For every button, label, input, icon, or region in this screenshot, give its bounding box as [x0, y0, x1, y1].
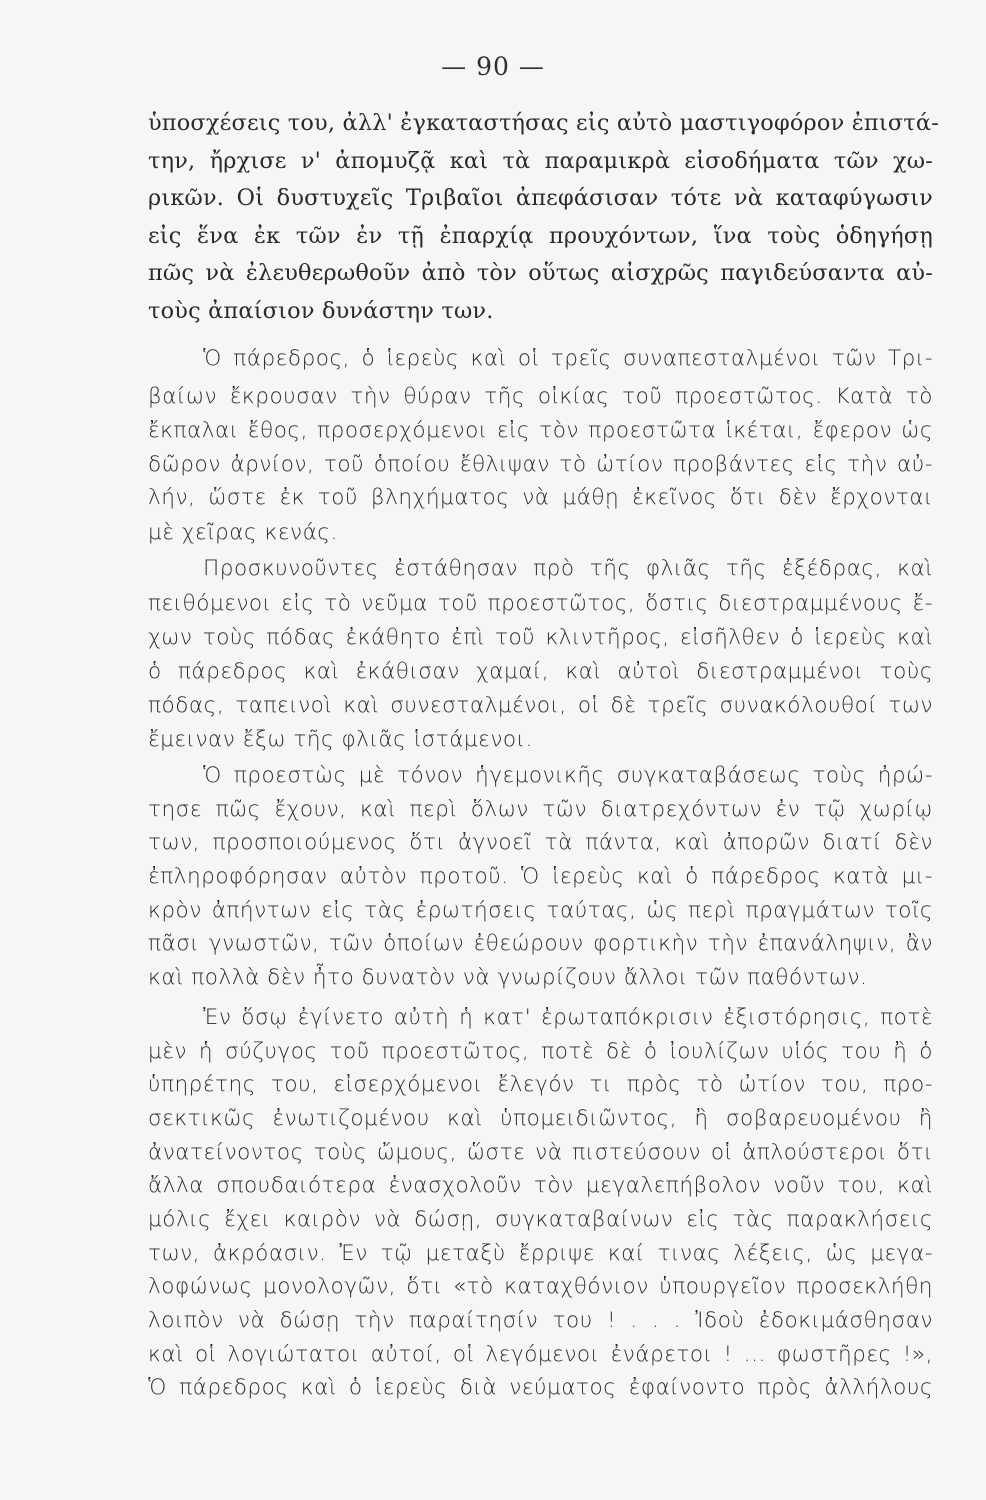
text-line: πῶς νὰ ἐλευθερωθοῦν ἀπὸ τὸν οὕτως αἰσχρῶς παγιδεύσαντα αὐ-	[148, 260, 933, 286]
text-line: καὶ οἱ λογιώτατοι αὐτοί, οἱ λεγόμενοι ἐνάρετοι ! ... φωστῆρες !»,	[148, 1342, 933, 1367]
text-line: πειθόμενοι εἰς τὸ νεῦμα τοῦ προεστῶτος, ὅστις διεστραμμένους ἔ-	[148, 591, 933, 616]
text-line: των, ἀκρόασιν. Ἐν τῷ μεταξὺ ἔρριψε καί τινας λέξεις, ὡς μεγα-	[148, 1241, 933, 1266]
text-line: εἰς ἕνα ἐκ τῶν ἐν τῇ ἐπαρχίᾳ προυχόντων, ἵνα τοὺς ὁδηγήσῃ	[148, 223, 933, 249]
text-line: πόδας, ταπεινοὶ καὶ συνεσταλμένοι, οἱ δὲ τρεῖς συνακόλουθοί των	[148, 693, 933, 718]
text-line: Ὁ πάρεδρος, ὁ ἱερεὺς καὶ οἱ τρεῖς συναπεσταλμένοι τῶν Τρι-	[203, 346, 933, 371]
text-line: δῶρον ἀρνίον, τοῦ ὁποίου ἔθλιψαν τὸ ὠτίον προβάντες εἰς τὴν αὐ-	[148, 452, 933, 477]
text-line: τοὺς ἀπαίσιον δυνάστην των.	[148, 298, 494, 324]
text-line: λήν, ὥστε ἐκ τοῦ βληχήματος νὰ μάθῃ ἐκεῖνος ὅτι δὲν ἔρχονται	[148, 485, 933, 510]
text-line: ἄλλα σπουδαιότερα ἐνασχολοῦν τὸν μεγαλεπήβολον νοῦν του, καὶ	[148, 1173, 933, 1198]
text-line: λοιπὸν νὰ δώσῃ τὴν παραίτησίν του ! . . . Ἰδοὺ ἐδοκιμάσθησαν	[148, 1308, 933, 1333]
text-line: ἔμειναν ἔξω τῆς φλιᾶς ἱστάμενοι.	[148, 727, 533, 752]
text-line: λοφώνως μονολογῶν, ὅτι «τὸ καταχθόνιον ὑπουργεῖον προσεκλήθη	[148, 1274, 933, 1299]
text-line: μὲ χεῖρας κενάς.	[148, 520, 338, 545]
text-line: ὑπηρέτης του, εἰσερχόμενοι ἔλεγόν τι πρὸς τὸ ὠτίον του, προ-	[148, 1072, 933, 1097]
text-line: των, προσποιούμενος ὅτι ἀγνοεῖ τὰ πάντα, καὶ ἀπορῶν διατί δὲν	[148, 830, 933, 855]
text-line: μόλις ἔχει καιρὸν νὰ δώσῃ, συγκαταβαίνων εἰς τὰς παρακλήσεις	[148, 1207, 933, 1232]
text-line: χων τοὺς πόδας ἐκάθητο ἐπὶ τοῦ κλιντῆρος, εἰσῆλθεν ὁ ἱερεὺς καὶ	[148, 625, 933, 650]
text-line: σεκτικῶς ἐνωτιζομένου καὶ ὑπομειδιῶντος, ἢ σοβαρευομένου ἢ	[148, 1106, 933, 1131]
text-line: τησε πῶς ἔχουν, καὶ περὶ ὅλων τῶν διατρεχόντων ἐν τῷ χωρίῳ	[148, 797, 933, 822]
text-line: ἐπληροφόρησαν αὐτὸν προτοῦ. Ὁ ἱερεὺς καὶ ὁ πάρεδρος κατὰ μι-	[148, 864, 933, 889]
text-line: Ὁ προεστὼς μὲ τόνον ἡγεμονικῆς συγκαταβάσεως τοὺς ἠρώ-	[203, 763, 933, 788]
page-number: — 90 —	[441, 52, 545, 81]
text-line: μὲν ἡ σύζυγος τοῦ προεστῶτος, ποτὲ δὲ ὁ ἰουλίζων υἱός του ἢ ὁ	[148, 1039, 933, 1064]
text-line: ὁ πάρεδρος καὶ ἐκάθισαν χαμαί, καὶ αὐτοὶ διεστραμμένοι τοὺς	[148, 659, 933, 684]
text-line: καὶ πολλὰ δὲν ἦτο δυνατὸν νὰ γνωρίζουν ἄλλοι τῶν παθόντων.	[148, 965, 868, 990]
text-line: ἔκπαλαι ἔθος, προσερχόμενοι εἰς τὸν προεστῶτα ἱκέται, ἔφερον ὡς	[148, 418, 933, 443]
text-line: Ὁ πάρεδρος καὶ ὁ ἱερεὺς διὰ νεύματος ἐφαίνοντο πρὸς ἀλλήλους	[148, 1375, 933, 1400]
text-line: Ἐν ὅσῳ ἐγίνετο αὐτὴ ἡ κατ' ἐρωταπόκρισιν ἐξιστόρησις, ποτὲ	[203, 1005, 933, 1030]
text-line: πᾶσι γνωστῶν, τῶν ὁποίων ἐθεώρουν φορτικὴν τὴν ἐπανάληψιν, ἂν	[148, 931, 933, 956]
text-line: Προσκυνοῦντες ἐστάθησαν πρὸ τῆς φλιᾶς τῆς ἐξέδρας, καὶ	[203, 556, 933, 581]
text-line: κρὸν ἀπήντων εἰς τὰς ἐρωτήσεις ταύτας, ὡς περὶ πραγμάτων τοῖς	[148, 898, 933, 923]
text-line: ἀνατείνοντος τοὺς ὤμους, ὥστε νὰ πιστεύσουν οἱ ἁπλούστεροι ὅτι	[148, 1140, 933, 1165]
text-line: βαίων ἔκρουσαν τὴν θύραν τῆς οἰκίας τοῦ προεστῶτος. Κατὰ τὸ	[148, 384, 933, 409]
text-line: ὑποσχέσεις του, ἀλλ' ἐγκαταστήσας εἰς αὐτὸ μαστιγοφόρον ἐπιστά-	[148, 110, 939, 136]
text-line: την, ἤρχισε ν' ἀπομυζᾷ καὶ τὰ παραμικρὰ εἰσοδήματα τῶν χω-	[148, 148, 933, 174]
text-line: ρικῶν. Οἱ δυστυχεῖς Τριβαῖοι ἀπεφάσισαν τότε νὰ καταφύγωσιν	[148, 185, 933, 211]
